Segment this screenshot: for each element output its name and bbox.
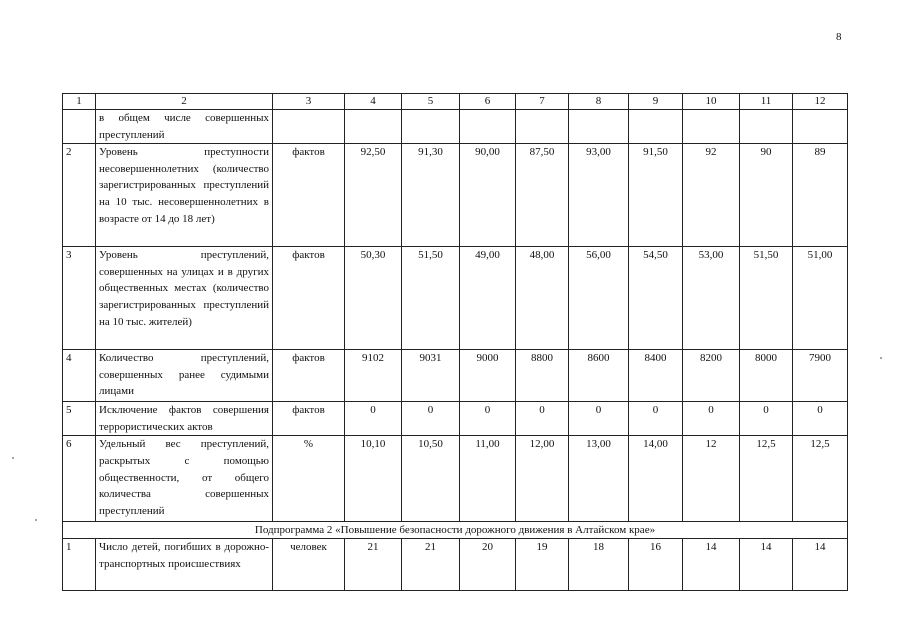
value-cell: 91,50 bbox=[629, 144, 683, 247]
subprogram-row bbox=[63, 522, 848, 539]
indicator-name: Исключение фактов совершения террористических актов bbox=[96, 402, 273, 436]
value-cell: 90,00 bbox=[460, 144, 516, 247]
value-cell: 91,30 bbox=[402, 144, 460, 247]
value-cell: 11,00 bbox=[460, 436, 516, 522]
row-number bbox=[63, 110, 96, 144]
value-cell: 12,5 bbox=[740, 436, 793, 522]
value-cell: 0 bbox=[516, 402, 569, 436]
value-cell: 7900 bbox=[793, 350, 848, 402]
value-cell bbox=[460, 110, 516, 144]
value-cell: 10,50 bbox=[402, 436, 460, 522]
value-cell: 0 bbox=[460, 402, 516, 436]
column-number-cell: 1 bbox=[63, 94, 96, 110]
value-cell: 12,00 bbox=[516, 436, 569, 522]
subprogram-title: Подпрограмма 2 «Повышение безопасности дорожного движения в Алтайском крае» bbox=[63, 522, 848, 539]
row-number: 1 bbox=[63, 539, 96, 591]
value-cell bbox=[402, 110, 460, 144]
value-cell bbox=[683, 110, 740, 144]
value-cell: 14 bbox=[793, 539, 848, 591]
indicator-name: Количество преступлений, совершенных ранее судимыми лицами bbox=[96, 350, 273, 402]
value-cell: 9102 bbox=[345, 350, 402, 402]
value-cell: 50,30 bbox=[345, 247, 402, 350]
value-cell: 8000 bbox=[740, 350, 793, 402]
value-cell: 51,50 bbox=[402, 247, 460, 350]
column-number-cell: 6 bbox=[460, 94, 516, 110]
value-cell bbox=[516, 110, 569, 144]
value-cell: 92 bbox=[683, 144, 740, 247]
value-cell: 49,00 bbox=[460, 247, 516, 350]
value-cell: 8600 bbox=[569, 350, 629, 402]
column-number-cell: 11 bbox=[740, 94, 793, 110]
indicators-table bbox=[62, 93, 848, 591]
table-row bbox=[63, 402, 848, 436]
column-number-cell: 9 bbox=[629, 94, 683, 110]
value-cell: 8800 bbox=[516, 350, 569, 402]
value-cell: 20 bbox=[460, 539, 516, 591]
value-cell: 14 bbox=[683, 539, 740, 591]
value-cell: 54,50 bbox=[629, 247, 683, 350]
value-cell: 0 bbox=[740, 402, 793, 436]
value-cell bbox=[740, 110, 793, 144]
value-cell bbox=[345, 110, 402, 144]
value-cell bbox=[629, 110, 683, 144]
row-number: 6 bbox=[63, 436, 96, 522]
value-cell: 8400 bbox=[629, 350, 683, 402]
value-cell: 0 bbox=[629, 402, 683, 436]
row-number: 2 bbox=[63, 144, 96, 247]
value-cell: 51,00 bbox=[793, 247, 848, 350]
value-cell: 12,5 bbox=[793, 436, 848, 522]
column-number-cell: 4 bbox=[345, 94, 402, 110]
indicator-name: Число детей, погибших в дорожно-транспортных происшествиях bbox=[96, 539, 273, 591]
value-cell: 87,50 bbox=[516, 144, 569, 247]
unit-cell bbox=[273, 110, 345, 144]
value-cell: 0 bbox=[683, 402, 740, 436]
value-cell: 56,00 bbox=[569, 247, 629, 350]
page-number: 8 bbox=[836, 31, 842, 43]
value-cell: 9031 bbox=[402, 350, 460, 402]
unit-cell: % bbox=[273, 436, 345, 522]
table-row bbox=[63, 144, 848, 247]
indicator-name: в общем числе совершенных преступлений bbox=[96, 110, 273, 144]
table-row bbox=[63, 110, 848, 144]
unit-cell: человек bbox=[273, 539, 345, 591]
column-number-cell: 5 bbox=[402, 94, 460, 110]
table-row bbox=[63, 350, 848, 402]
value-cell: 10,10 bbox=[345, 436, 402, 522]
value-cell: 93,00 bbox=[569, 144, 629, 247]
value-cell: 53,00 bbox=[683, 247, 740, 350]
column-number-row bbox=[63, 94, 848, 110]
value-cell: 0 bbox=[402, 402, 460, 436]
value-cell: 51,50 bbox=[740, 247, 793, 350]
value-cell: 21 bbox=[345, 539, 402, 591]
table-row bbox=[63, 539, 848, 591]
value-cell: 19 bbox=[516, 539, 569, 591]
value-cell bbox=[793, 110, 848, 144]
indicator-name: Уровень преступности несовершеннолетних (количество зарегистрированных преступлений на 10 тыс. несовершеннолетних в возрасте от 14 до 18 лет) bbox=[96, 144, 273, 247]
value-cell: 14 bbox=[740, 539, 793, 591]
value-cell: 18 bbox=[569, 539, 629, 591]
column-number-cell: 8 bbox=[569, 94, 629, 110]
indicator-name: Удельный вес преступлений, раскрытых с помощью общественности, от общего количества совершенных преступлений bbox=[96, 436, 273, 522]
unit-cell: фактов bbox=[273, 247, 345, 350]
row-number: 4 bbox=[63, 350, 96, 402]
column-number-cell: 3 bbox=[273, 94, 345, 110]
unit-cell: фактов bbox=[273, 144, 345, 247]
value-cell: 12 bbox=[683, 436, 740, 522]
table-row bbox=[63, 247, 848, 350]
column-number-cell: 7 bbox=[516, 94, 569, 110]
value-cell: 8200 bbox=[683, 350, 740, 402]
value-cell: 14,00 bbox=[629, 436, 683, 522]
unit-cell: фактов bbox=[273, 350, 345, 402]
value-cell: 48,00 bbox=[516, 247, 569, 350]
row-number: 3 bbox=[63, 247, 96, 350]
value-cell: 0 bbox=[345, 402, 402, 436]
value-cell: 13,00 bbox=[569, 436, 629, 522]
value-cell: 90 bbox=[740, 144, 793, 247]
value-cell: 21 bbox=[402, 539, 460, 591]
value-cell: 0 bbox=[569, 402, 629, 436]
unit-cell: фактов bbox=[273, 402, 345, 436]
column-number-cell: 12 bbox=[793, 94, 848, 110]
value-cell bbox=[569, 110, 629, 144]
column-number-cell: 10 bbox=[683, 94, 740, 110]
value-cell: 0 bbox=[793, 402, 848, 436]
row-number: 5 bbox=[63, 402, 96, 436]
indicator-name: Уровень преступлений, совершенных на улицах и в других общественных местах (количество зарегистрированных преступлений на 10 тыс. жителей) bbox=[96, 247, 273, 350]
table-row bbox=[63, 436, 848, 522]
column-number-cell: 2 bbox=[96, 94, 273, 110]
value-cell: 89 bbox=[793, 144, 848, 247]
value-cell: 9000 bbox=[460, 350, 516, 402]
value-cell: 92,50 bbox=[345, 144, 402, 247]
value-cell: 16 bbox=[629, 539, 683, 591]
